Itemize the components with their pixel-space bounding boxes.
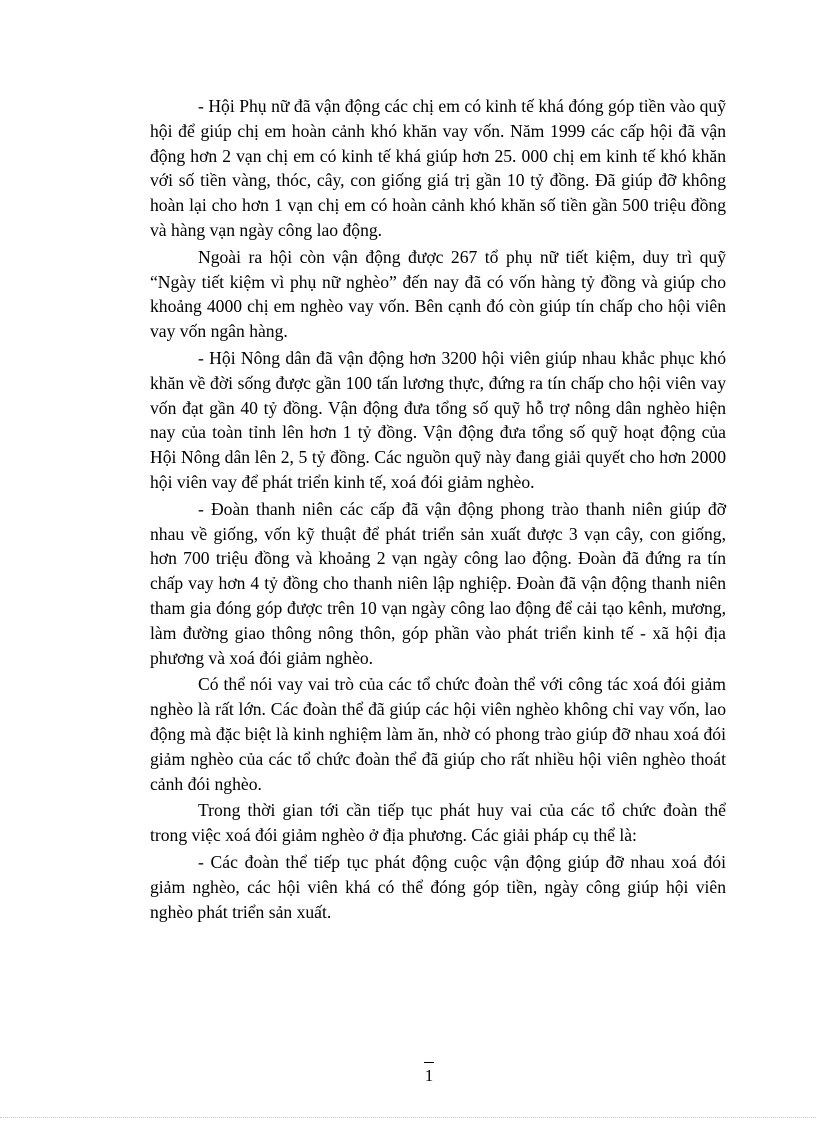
paragraph-savings-groups: Ngoài ra hội còn vận động được 267 tổ phụ nữ tiết kiệm, duy trì quỹ “Ngày tiết kiệm vì phụ nữ nghèo” đến nay đã có vốn hàng tỷ đồng và giúp cho khoảng 4000 chị em nghèo vay vốn. Bên cạnh đó còn giúp tín chấp cho hội viên vay vốn ngân hàng. — [150, 246, 726, 342]
document-body — [150, 94, 726, 926]
paragraph-womens-union: - Hội Phụ nữ đã vận động các chị em có kinh tế khá đóng góp tiền vào quỹ hội để giúp chị em hoàn cảnh khó khăn vay vốn. Năm 1999 các cấp hội đã vận động hơn 2 vạn chị em có kinh tế khá giúp hơn 25. 000 chị em kinh tế khó khăn với số tiền vàng, thóc, cây, con giống giá trị gần 10 tỷ đồng. Đã giúp đỡ không hoàn lại cho hơn 1 vạn chị em có hoàn cảnh khó khăn số tiền gần 500 triệu đồng và hàng vạn ngày công lao động. — [150, 96, 726, 240]
paragraph-role-summary: Có thể nói vay vai trò của các tổ chức đoàn thể với công tác xoá đói giảm nghèo là rất lớn. Các đoàn thể đã giúp các hội viên nghèo không chỉ vay vốn, lao động mà đặc biệt là kinh nghiệm làm ăn, nhờ có phong trào giúp đỡ nhau xoá đói giảm nghèo của các tổ chức đoàn thể đã giúp cho rất nhiều hội viên nghèo thoát cảnh đói nghèo. — [150, 674, 726, 794]
page-number-rule — [424, 1062, 434, 1063]
page-bottom-border — [0, 1117, 816, 1118]
page-number: 1 — [424, 1066, 434, 1085]
paragraph-future-measures: Trong thời gian tới cần tiếp tục phát huy vai của các tổ chức đoàn thể trong việc xoá đói giảm nghèo ở địa phương. Các giải pháp cụ thể là: — [150, 800, 726, 846]
paragraph-measure-item: - Các đoàn thể tiếp tục phát động cuộc vận động giúp đỡ nhau xoá đói giảm nghèo, các hội viên khá có thể đóng góp tiền, ngày công giúp hội viên nghèo phát triển sản xuất. — [150, 851, 726, 922]
paragraph-farmers-union: - Hội Nông dân đã vận động hơn 3200 hội viên giúp nhau khắc phục khó khăn về đời sống được gần 100 tấn lương thực, đứng ra tín chấp cho hội viên vay vốn đạt gần 40 tỷ đồng. Vận động đưa tổng số quỹ hỗ trợ nông dân nghèo hiện nay của toàn tỉnh lên hơn 1 tỷ đồng. Vận động đưa tổng số quỹ hoạt động của Hội Nông dân lên 2, 5 tỷ đồng. Các nguồn quỹ này đang giải quyết cho hơn 2000 hội viên vay để phát triển kinh tế, xoá đói giảm nghèo. — [150, 347, 726, 492]
paragraph-youth-union: - Đoàn thanh niên các cấp đã vận động phong trào thanh niên giúp đỡ nhau về giống, vốn kỹ thuật để phát triển sản xuất được 3 vạn cây, con giống, hơn 700 triệu đồng và khoảng 2 vạn ngày công lao động. Đoàn đã đứng ra tín chấp vay hơn 4 tỷ đồng cho thanh niên lập nghiệp. Đoàn đã vận động thanh niên tham gia đóng góp được trên 10 vạn ngày công lao động để cải tạo kênh, mương, làm đường giao thông nông thôn, góp phần vào phát triển kinh tế - xã hội địa phương và xoá đói giảm nghèo. — [150, 498, 726, 668]
